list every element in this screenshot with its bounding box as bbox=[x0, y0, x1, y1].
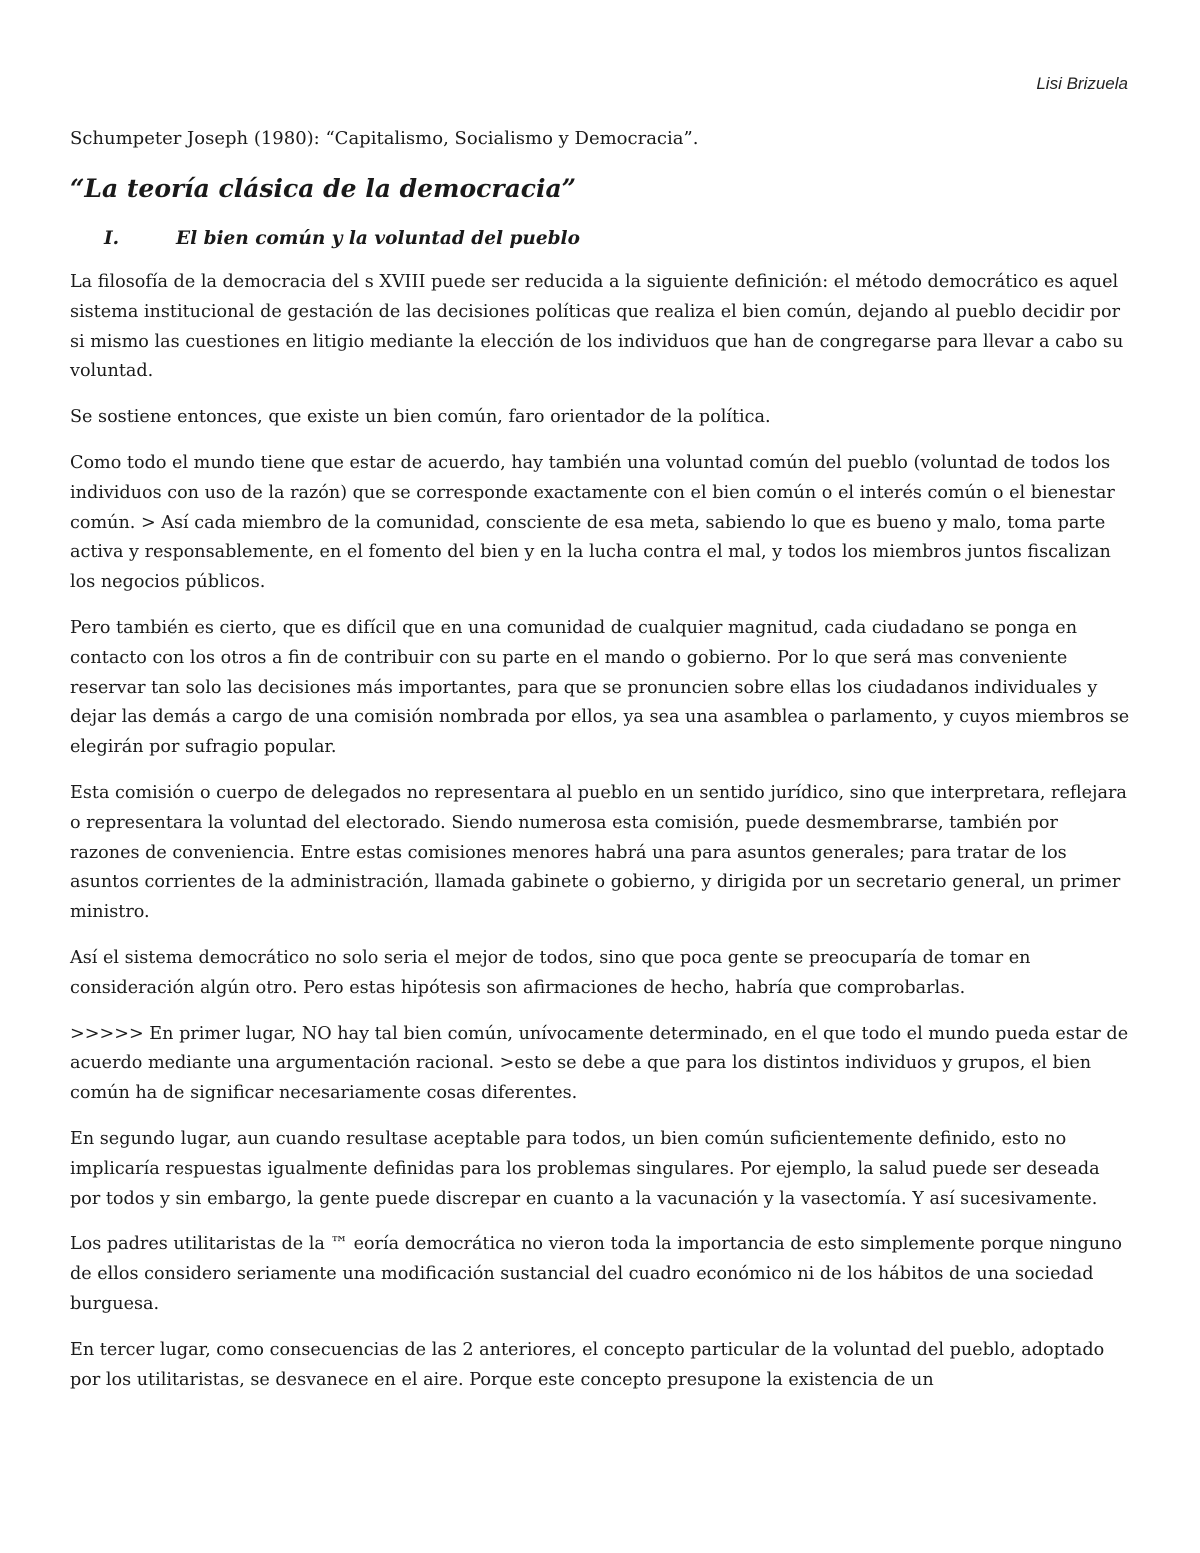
paragraph: La filosofía de la democracia del s XVIII puede ser reducida a la siguiente definición: el método democrático es aquel sistema institucional de gestación de las decisiones políticas que realiza el bien común, dejando al pueblo decidir por si mismo las cuestiones en litigio mediante la elección de los individuos que han de congregarse para llevar a cabo su voluntad. bbox=[70, 272, 1124, 382]
paragraph: Así el sistema democrático no solo seria el mejor de todos, sino que poca gente se preocuparía de tomar en consideración algún otro. Pero estas hipótesis son afirmaciones de hecho, habría que comprobarlas. bbox=[70, 947, 1031, 998]
section-heading bbox=[104, 224, 1130, 254]
header-author: Lisi Brizuela bbox=[1036, 74, 1128, 93]
paragraph: Pero también es cierto, que es difícil que en una comunidad de cualquier magnitud, cada ciudadano se ponga en contacto con los otros a fin de contribuir con su parte en el mando o gobierno. Por lo que será mas conveniente reservar tan solo las decisiones más importantes, para que se pronuncien sobre ellas los ciudadanos individuales y dejar las demás a cargo de una comisión nombrada por ellos, ya sea una asamblea o parlamento, y cuyos miembros se elegirán por sufragio popular. bbox=[70, 617, 1130, 758]
document-body bbox=[70, 124, 1130, 1411]
paragraph: En tercer lugar, como consecuencias de las 2 anteriores, el concepto particular de la voluntad del pueblo, adoptado por los utilitaristas, se desvanece en el aire. Porque este concepto presupone la existencia de un bbox=[70, 1339, 1105, 1390]
paragraph: Esta comisión o cuerpo de delegados no representara al pueblo en un sentido jurídico, sino que interpretara, reflejara o representara la voluntad del electorado. Siendo numerosa esta comisión, puede desmembrarse, también por razones de conveniencia. Entre estas comisiones menores habrá una para asuntos generales; para tratar de los asuntos corrientes de la administración, llamada gabinete o gobierno, y dirigida por un secretario general, un primer ministro. bbox=[70, 782, 1127, 923]
section-title: El bien común y la voluntad del pueblo bbox=[176, 228, 580, 249]
paragraph: Como todo el mundo tiene que estar de acuerdo, hay también una voluntad común del pueblo (voluntad de todos los individuos con uso de la razón) que se corresponde exactamente con el bien común o el interés común o el bienestar común. > Así cada miembro de la comunidad, consciente de esa meta, sabiendo lo que es bueno y malo, toma parte activa y responsablemente, en el fomento del bien y en la lucha contra el mal, y todos los miembros juntos fiscalizan los negocios públicos. bbox=[70, 452, 1115, 593]
paragraph: En segundo lugar, aun cuando resultase aceptable para todos, un bien común suficientemente definido, esto no implicaría respuestas igualmente definidas para los problemas singulares. Por ejemplo, la salud puede ser deseada por todos y sin embargo, la gente puede discrepar en cuanto a la vacunación y la vasectomía. Y así sucesivamente. bbox=[70, 1128, 1100, 1209]
paragraph: Se sostiene entonces, que existe un bien común, faro orientador de la política. bbox=[70, 407, 771, 428]
document-title: “La teoría clásica de la democracia” bbox=[70, 174, 577, 203]
citation: Schumpeter Joseph (1980): “Capitalismo, Socialismo y Democracia”. bbox=[70, 128, 699, 149]
paragraph: Los padres utilitaristas de la ™ eoría democrática no vieron toda la importancia de esto simplemente porque ninguno de ellos considero seriamente una modificación sustancial del cuadro económico ni de los hábitos de una sociedad burguesa. bbox=[70, 1234, 1122, 1314]
section-number: I. bbox=[104, 228, 120, 249]
paragraph: >>>>> En primer lugar, NO hay tal bien común, unívocamente determinado, en el que todo el mundo pueda estar de acuerdo mediante una argumentación racional. >esto se debe a que para los distintos individuos y grupos, el bien común ha de significar necesariamente cosas diferentes. bbox=[70, 1023, 1129, 1104]
